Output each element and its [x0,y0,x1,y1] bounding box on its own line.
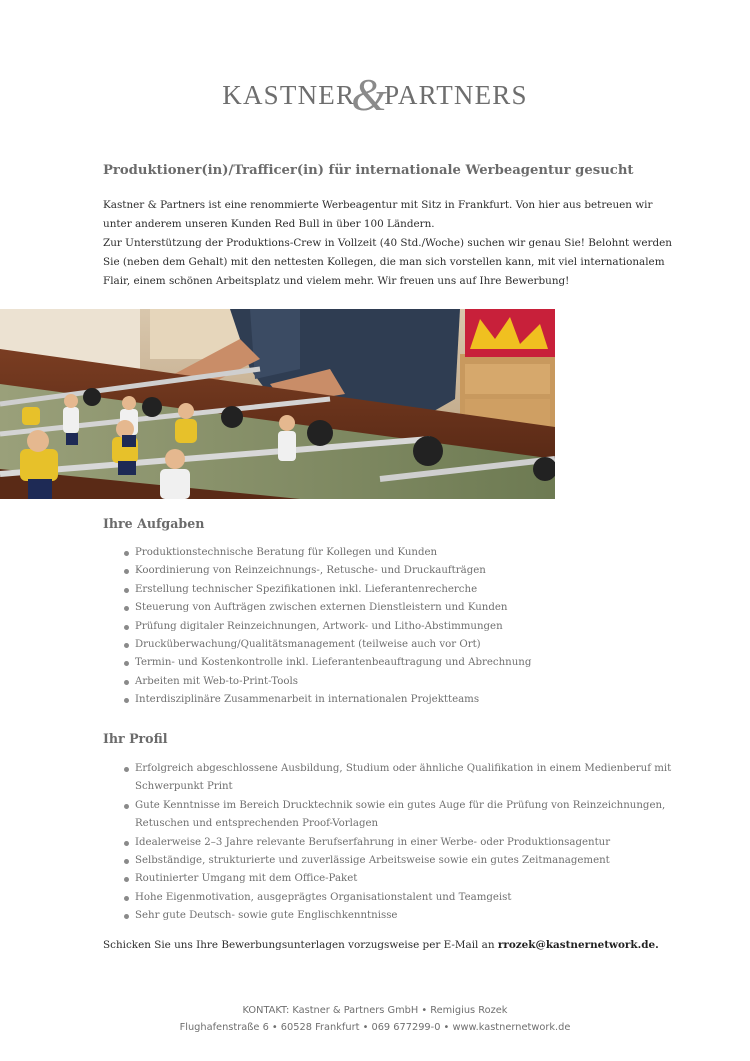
profile-list [123,760,683,926]
list-item [123,889,683,907]
list-item-text: Interdisziplinäre Zusammenarbeit in internationalen Projektteams [135,694,480,706]
tasks-heading: Ihre Aufgaben [103,516,205,531]
list-item-text: Prüfung digitaler Reinzeichnungen, Artwork- und Litho-Abstimmungen [135,620,503,632]
list-item [123,636,683,654]
list-item [123,544,683,562]
list-item-text: Arbeiten mit Web-to-Print-Tools [135,675,298,687]
logo-text-left: KASTNER [222,80,356,110]
intro-text [103,196,673,291]
list-item [123,691,683,709]
list-item [123,673,683,691]
list-item-text: Produktionstechnische Beratung für Kollegen und Kunden [135,547,438,558]
list-item-text: Sehr gute Deutsch- sowie gute Englischkenntnisse [135,910,398,922]
list-item [123,907,683,925]
closing-line [103,939,703,951]
list-item [123,870,683,888]
list-item [123,599,683,617]
bullet-icon [124,896,129,901]
intro-paragraph-2: Zur Unterstützung der Produktions-Crew in Vollzeit (40 Std./Woche) suchen wir genau Sie! Belohnt werden Sie (neben dem Gehalt) mit den nettesten Kollegen, die man sich vorstellen kann, mit viel internationalem Flair, einem schönen Arbeitsplatz und vielem mehr. Wir freuen uns auf Ihre Bewerbung! [103,237,673,287]
list-item-text: Erfolgreich abgeschlossene Ausbildung, Studium oder ähnliche Qualifikation in einem Medienberuf mit Schwerpunkt Print [135,763,672,793]
logo-text-right: PARTNERS [384,80,528,110]
list-item [123,581,683,599]
list-item-text: Drucküberwachung/Qualitätsmanagement (teilweise auch vor Ort) [135,639,481,651]
logo-ampersand: & [351,69,389,120]
list-item [123,852,683,870]
list-item-text: Selbständige, strukturierte und zuverlässige Arbeitsweise sowie ein gutes Zeitmanagement [135,855,610,867]
bullet-icon [124,569,129,574]
intro-paragraph-1: Kastner & Partners ist eine renommierte Werbeagentur mit Sitz in Frankfurt. Von hier aus betreuen wir unter anderem unseren Kunden Red Bull in über 100 Ländern. [103,199,653,230]
bullet-icon [124,859,129,864]
footer-address: Flughafenstraße 6 • 60528 Frankfurt • 069 677299-0 • www.kastnernetwork.de [179,1022,571,1033]
footer-contact: KONTAKT: Kastner & Partners GmbH • Remigius Rozek [242,1005,508,1016]
list-item-text: Routinierter Umgang mit dem Office-Paket [135,873,358,885]
bullet-icon [124,588,129,593]
bullet-icon [124,804,129,809]
bullet-icon [124,606,129,611]
bullet-icon [124,551,129,556]
list-item [123,562,683,580]
list-item-text: Koordinierung von Reinzeichnungs-, Retusche- und Druckaufträgen [135,565,486,577]
bullet-icon [124,841,129,846]
bullet-icon [124,680,129,685]
list-item-text: Steuerung von Aufträgen zwischen externen Dienstleistern und Kunden [135,602,508,614]
bullet-icon [124,767,129,772]
foosball-photo [0,309,555,499]
bullet-icon [124,914,129,919]
list-item-text: Gute Kenntnisse im Bereich Drucktechnik sowie ein gutes Auge für die Prüfung von Reinzeichnungen, Retuschen und entsprechenden Proof-Vorlagen [135,799,666,830]
bullet-icon [124,877,129,882]
profile-heading: Ihr Profil [103,731,168,746]
list-item-text: Erstellung technischer Spezifikationen inkl. Lieferantenrecherche [135,583,478,595]
contact-email[interactable]: rrozek@kastnernetwork.de. [497,939,659,951]
list-item-text: Idealerweise 2–3 Jahre relevante Berufserfahrung in einer Werbe- oder Produktionsagentur [135,836,611,848]
footer [0,1002,750,1036]
list-item [123,760,683,797]
bullet-icon [124,625,129,630]
bullet-icon [124,643,129,648]
list-item [123,618,683,636]
list-item [123,654,683,672]
list-item [123,797,683,834]
bullet-icon [124,661,129,666]
company-logo [0,62,750,120]
list-item-text: Termin- und Kostenkontrolle inkl. Lieferantenbeauftragung und Abrechnung [135,657,532,669]
bullet-icon [124,698,129,703]
list-item [123,834,683,852]
tasks-list [123,544,683,710]
closing-text: Schicken Sie uns Ihre Bewerbungsunterlagen vorzugsweise per E-Mail an [103,939,498,951]
job-title: Produktioner(in)/Trafficer(in) für internationale Werbeagentur gesucht [103,163,634,178]
list-item-text: Hohe Eigenmotivation, ausgeprägtes Organisationstalent und Teamgeist [135,891,512,903]
